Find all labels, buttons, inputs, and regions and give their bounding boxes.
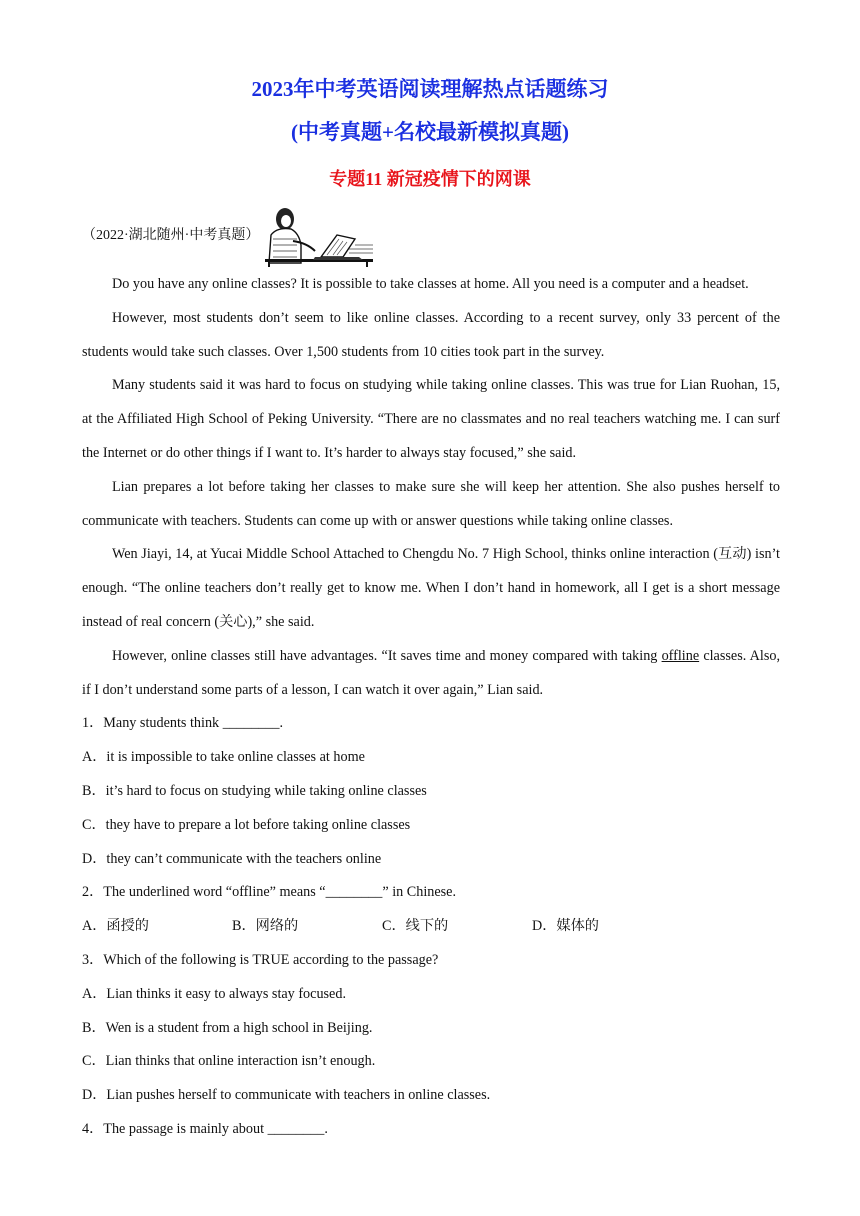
question-3-option-a: A．Lian thinks it easy to always stay focused. bbox=[82, 985, 346, 1002]
passage-paragraph-1: Do you have any online classes? It is possible to take classes at home. All you need is a computer and a headset. bbox=[112, 276, 749, 292]
source-label: （2022·湖北随州·中考真题） bbox=[82, 228, 260, 243]
paragraph-6-text-after: classes. Also, if I don’t understand some parts of a lesson, I can watch it over again,” Lian said. bbox=[82, 647, 781, 698]
topic-title: 专题11 新冠疫情下的网课 bbox=[329, 169, 531, 189]
question-2-option-a: A．函授的 bbox=[82, 918, 149, 935]
source-row bbox=[82, 204, 375, 268]
page-subtitle: (中考真题+名校最新模拟真题) bbox=[291, 120, 569, 144]
student-at-computer-illustration bbox=[263, 205, 375, 267]
question-2-options bbox=[82, 910, 780, 944]
question-3-option-c: C．Lian thinks that online interaction isn’t enough. bbox=[82, 1053, 376, 1070]
question-2-option-d: D．媒体的 bbox=[532, 918, 599, 935]
passage-paragraph-3: Many students said it was hard to focus on studying while taking online classes. This was true for Lian Ruohan, 15, at the Affiliated High School of Peking University. “There are no classmates and no real teachers watching me. I can surf the Internet or do other things if I want to. It’s harder to always stay focused,” she said. bbox=[82, 377, 780, 461]
question-1-option-d: D．they can’t communicate with the teachers online bbox=[82, 850, 382, 867]
underlined-word-offline: offline bbox=[661, 647, 700, 664]
question-1-option-a: A．it is impossible to take online classes at home bbox=[82, 749, 365, 766]
question-1-option-c: C．they have to prepare a lot before taking online classes bbox=[82, 816, 411, 833]
passage-paragraph-4: Lian prepares a lot before taking her classes to make sure she will keep her attention. She also pushes herself to communicate with teachers. Students can come up with or answer questions while taking online classes. bbox=[82, 478, 780, 529]
question-3-option-d: D．Lian pushes herself to communicate with teachers in online classes. bbox=[82, 1087, 491, 1104]
passage-paragraph-6 bbox=[82, 640, 780, 708]
question-1-stem: 1．Many students think ________. bbox=[82, 715, 283, 732]
question-2-stem: 2．The underlined word “offline” means “________” in Chinese. bbox=[82, 884, 457, 901]
question-3-stem: 3．Which of the following is TRUE according to the passage? bbox=[82, 951, 439, 968]
question-1-option-b: B．it’s hard to focus on studying while taking online classes bbox=[82, 782, 427, 799]
reading-passage bbox=[82, 268, 780, 1147]
passage-paragraph-5: Wen Jiayi, 14, at Yucai Middle School Attached to Chengdu No. 7 High School, thinks online interaction (互动) isn’t enough. “The online teachers don’t really get to know me. When I don’t hand in homework, all I get is a short message instead of real concern (关心),” she said. bbox=[82, 546, 780, 630]
passage-paragraph-2: However, most students don’t seem to like online classes. According to a recent survey, only 33 percent of the students would take such classes. Over 1,500 students from 10 cities took part in the survey. bbox=[82, 309, 780, 360]
question-2-option-b: B．网络的 bbox=[232, 918, 299, 935]
page-title: 2023年中考英语阅读理解热点话题练习 bbox=[251, 77, 609, 101]
question-3-option-b: B．Wen is a student from a high school in Beijing. bbox=[82, 1019, 373, 1036]
question-2-option-c: C．线下的 bbox=[382, 918, 449, 935]
question-4-stem: 4．The passage is mainly about ________. bbox=[82, 1120, 328, 1137]
paragraph-6-text-before: However, online classes still have advantages. “It saves time and money compared with taking bbox=[112, 647, 662, 664]
